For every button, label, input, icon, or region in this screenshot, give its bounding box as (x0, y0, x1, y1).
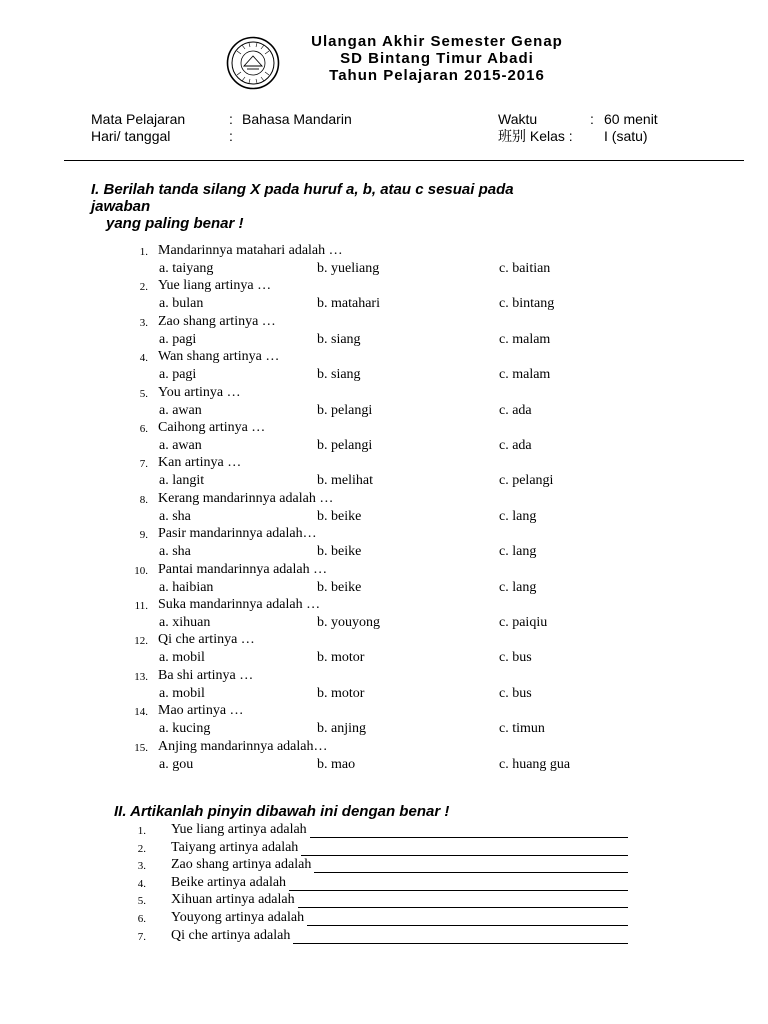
date-colon: : (229, 128, 233, 144)
answer-blank-line[interactable] (307, 925, 628, 926)
translation-number: 3. (137, 860, 146, 873)
answer-option-c[interactable]: c. lang (499, 544, 537, 560)
question-text: Yue liang artinya … (158, 278, 272, 294)
time-label: Waktu (498, 111, 538, 127)
question-number: 14. (134, 706, 148, 719)
answer-option-a[interactable]: a. mobil (159, 685, 205, 701)
answer-option-b[interactable]: b. siang (317, 331, 361, 347)
answer-option-a[interactable]: a. pagi (159, 367, 197, 383)
answer-option-b[interactable]: b. siang (317, 367, 361, 383)
answer-option-a[interactable]: a. taiyang (159, 261, 214, 276)
answer-option-c[interactable]: c. paiqiu (499, 615, 548, 630)
translation-prompt: Taiyang artinya adalah (171, 839, 299, 855)
exam-title: Ulangan Akhir Semester Genap (311, 33, 563, 50)
question-number: 11. (134, 600, 148, 612)
question-number: 2. (139, 281, 148, 294)
question-text: Pasir mandarinnya adalah… (158, 526, 317, 542)
answer-option-b[interactable]: b. anjing (317, 721, 366, 737)
answer-option-a[interactable]: a. sha (159, 508, 191, 524)
subject-colon: : (229, 111, 233, 127)
answer-option-b[interactable]: b. motor (317, 650, 365, 666)
answer-option-c[interactable]: c. huang gua (499, 756, 571, 772)
academic-year: Tahun Pelajaran 2015-2016 (329, 67, 545, 84)
translation-number: 5. (137, 895, 146, 908)
question-text: You artinya … (158, 384, 241, 400)
question-text: Ba shi artinya … (158, 667, 254, 683)
answer-option-a[interactable]: a. sha (159, 544, 191, 560)
answer-option-c[interactable]: c. bus (499, 650, 532, 666)
answer-blank-line[interactable] (301, 855, 628, 856)
answer-blank-line[interactable] (310, 837, 628, 838)
question-text: Kan artinya … (158, 455, 242, 471)
translation-prompt: Yue liang artinya adalah (171, 822, 307, 837)
section1-instruction-line1: I. Berilah tanda silang X pada huruf a, b, atau c sesuai pada (91, 181, 514, 198)
answer-option-c[interactable]: c. ada (499, 438, 532, 453)
answer-option-b[interactable]: b. beike (317, 579, 362, 595)
answer-option-b[interactable]: b. yueliang (317, 261, 380, 276)
answer-option-b[interactable]: b. beike (317, 544, 362, 560)
answer-option-b[interactable]: b. pelangi (317, 438, 373, 453)
subject-label: Mata Pelajaran (91, 111, 186, 127)
question-number: 3. (139, 316, 148, 329)
question-text: Suka mandarinnya adalah … (158, 597, 321, 612)
question-text: Mao artinya … (158, 703, 244, 719)
answer-option-a[interactable]: a. xihuan (159, 615, 211, 630)
class-label: 班别 Kelas : (498, 128, 573, 144)
translation-number: 2. (137, 842, 146, 855)
answer-option-b[interactable]: b. melihat (317, 473, 373, 489)
answer-option-a[interactable]: a. langit (159, 473, 205, 489)
question-number: 13. (134, 670, 148, 683)
date-label: Hari/ tanggal (91, 128, 171, 144)
answer-option-a[interactable]: a. awan (159, 438, 202, 453)
answer-option-b[interactable]: b. matahari (317, 296, 380, 312)
answer-option-c[interactable]: c. ada (499, 402, 532, 418)
translation-prompt: Zao shang artinya adalah (171, 857, 312, 873)
answer-blank-line[interactable] (289, 890, 628, 891)
question-number: 9. (139, 529, 148, 542)
translation-prompt: Xihuan artinya adalah (171, 892, 295, 908)
answer-blank-line[interactable] (293, 943, 628, 944)
translation-number: 7. (137, 930, 146, 943)
question-text: Mandarinnya matahari adalah … (158, 243, 343, 258)
question-number: 12. (134, 635, 148, 648)
question-number: 15. (134, 741, 148, 754)
subject-value: Bahasa Mandarin (242, 111, 352, 127)
question-text: Caihong artinya … (158, 420, 266, 435)
answer-option-c[interactable]: c. pelangi (499, 473, 554, 489)
question-text: Kerang mandarinnya adalah … (158, 490, 334, 506)
school-seal-logo (226, 36, 280, 90)
time-value: 60 menit (604, 111, 658, 127)
answer-option-b[interactable]: b. motor (317, 685, 365, 701)
translation-prompt: Qi che artinya adalah (171, 927, 291, 943)
question-text: Wan shang artinya … (158, 349, 280, 365)
time-colon: : (590, 111, 594, 127)
section2-instruction: II. Artikanlah pinyin dibawah ini dengan benar ! (114, 803, 450, 820)
question-number: 1. (139, 246, 148, 258)
school-name: SD Bintang Timur Abadi (340, 50, 534, 67)
header-divider (64, 160, 744, 161)
answer-option-a[interactable]: a. bulan (159, 296, 204, 312)
question-number: 6. (139, 423, 148, 435)
answer-option-c[interactable]: c. lang (499, 508, 537, 524)
translation-number: 4. (137, 877, 146, 890)
answer-option-c[interactable]: c. lang (499, 579, 537, 595)
section1-instruction-line2: jawaban (91, 198, 151, 215)
answer-option-b[interactable]: b. pelangi (317, 402, 373, 418)
question-number: 5. (139, 387, 148, 400)
answer-option-c[interactable]: c. malam (499, 331, 551, 347)
answer-option-c[interactable]: c. malam (499, 367, 551, 383)
answer-option-a[interactable]: a. pagi (159, 331, 197, 347)
question-number: 4. (139, 352, 148, 365)
question-text: Zao shang artinya … (158, 313, 276, 329)
translation-prompt: Youyong artinya adalah (171, 910, 305, 925)
answer-option-c[interactable]: c. bintang (499, 296, 555, 312)
answer-option-c[interactable]: c. timun (499, 721, 545, 737)
answer-option-b[interactable]: b. youyong (317, 615, 380, 630)
translation-number: 6. (137, 913, 146, 925)
answer-option-b[interactable]: b. mao (317, 756, 356, 772)
translation-number: 1. (137, 825, 146, 837)
question-number: 7. (139, 458, 148, 471)
answer-blank-line[interactable] (298, 907, 628, 908)
question-text: Anjing mandarinnya adalah… (158, 738, 328, 754)
question-number: 8. (139, 493, 148, 506)
section1-instruction-line3: yang paling benar ! (106, 215, 244, 232)
question-number: 10. (134, 564, 148, 577)
answer-option-c[interactable]: c. baitian (499, 261, 551, 276)
answer-option-a[interactable]: a. mobil (159, 650, 205, 666)
answer-option-a[interactable]: a. gou (159, 756, 194, 772)
answer-option-a[interactable]: a. kucing (159, 721, 211, 737)
translation-prompt: Beike artinya adalah (171, 874, 287, 890)
answer-option-a[interactable]: a. awan (159, 402, 202, 418)
class-value: I (satu) (604, 128, 648, 144)
answer-option-b[interactable]: b. beike (317, 508, 362, 524)
answer-option-a[interactable]: a. haibian (159, 579, 214, 595)
question-text: Qi che artinya … (158, 632, 255, 648)
answer-blank-line[interactable] (314, 872, 628, 873)
question-text: Pantai mandarinnya adalah … (158, 561, 328, 577)
answer-option-c[interactable]: c. bus (499, 685, 532, 701)
